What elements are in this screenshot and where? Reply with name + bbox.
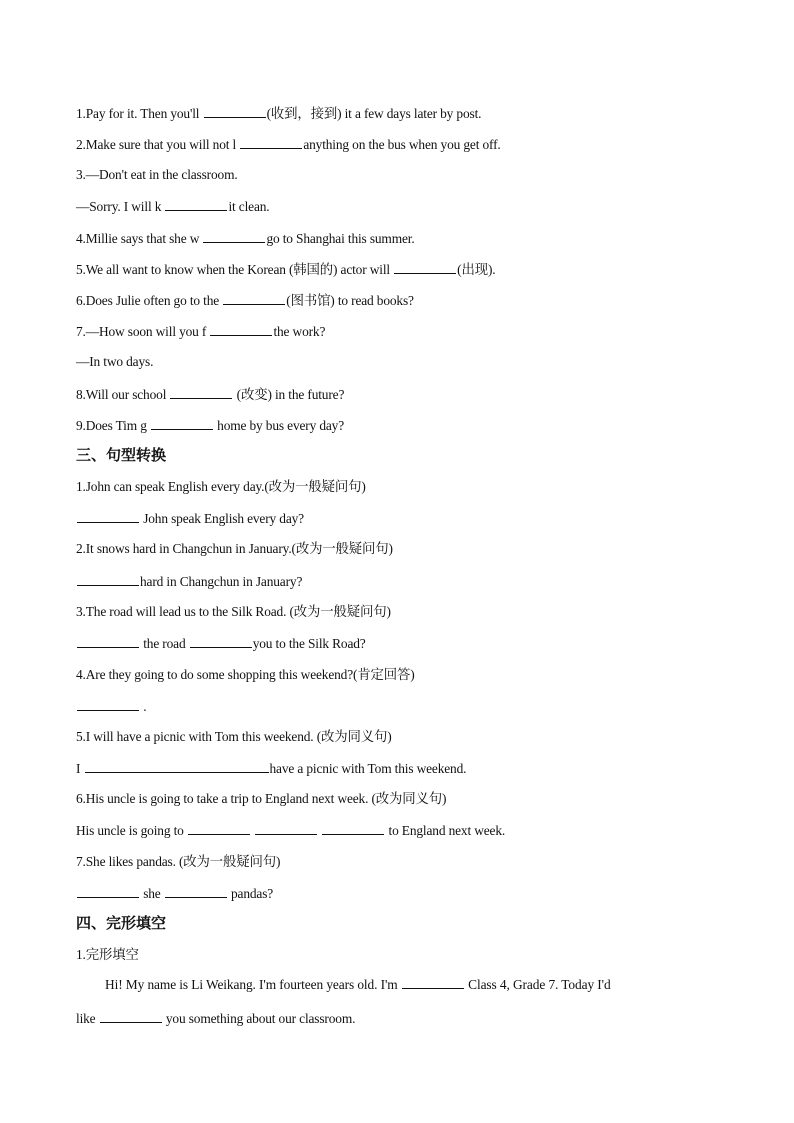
question-2-4 (76, 229, 415, 248)
question-text: —In two days. (76, 354, 154, 369)
question-text: (改变) in the future? (233, 387, 345, 402)
answer-blank[interactable] (255, 821, 317, 835)
answer-3-2 (76, 572, 302, 591)
passage-text: you something about our classroom. (162, 1011, 356, 1026)
answer-blank[interactable] (165, 884, 227, 898)
question-text: the road (140, 636, 189, 651)
question-text: (出现). (457, 262, 496, 277)
answer-blank[interactable] (77, 634, 139, 648)
cloze-passage-line-2 (76, 1009, 355, 1028)
question-3-3 (76, 603, 391, 621)
question-2-8 (76, 385, 344, 404)
question-text: 1.John can speak English every day.(改为一般疑问句) (76, 479, 366, 494)
question-text: anything on the bus when you get off. (303, 137, 501, 152)
question-text: 4.Millie says that she w (76, 231, 203, 246)
question-text: it clean. (228, 199, 270, 214)
question-text: 5.I will have a picnic with Tom this weekend. (改为同义句) (76, 729, 392, 744)
answer-blank[interactable] (394, 260, 456, 274)
question-2-9 (76, 416, 344, 435)
question-text: 3.The road will lead us to the Silk Road. (改为一般疑问句) (76, 604, 391, 619)
question-text: (收到，接到) it a few days later by post. (266, 106, 482, 121)
question-text: pandas? (227, 886, 274, 901)
question-text: 6.His uncle is going to take a trip to England next week. (改为同义句) (76, 791, 447, 806)
answer-3-4 (76, 697, 146, 716)
answer-3-6 (76, 821, 505, 840)
question-2-3-reply (76, 197, 270, 216)
answer-blank[interactable] (223, 291, 285, 305)
section-4-heading: 四、完形填空 (76, 914, 167, 932)
question-text: I (76, 761, 84, 776)
question-2-7-reply (76, 353, 153, 371)
question-text: 7.—How soon will you f (76, 324, 210, 339)
question-text: 2.It snows hard in Changchun in January.(改为一般疑问句) (76, 541, 393, 556)
answer-3-3 (76, 634, 366, 653)
answer-blank[interactable] (77, 697, 139, 711)
question-text: 7.She likes pandas. (改为一般疑问句) (76, 854, 281, 869)
subtitle-text: 1.完形填空 (76, 947, 139, 962)
passage-text: like (76, 1011, 99, 1026)
answer-blank[interactable] (77, 884, 139, 898)
question-2-7-prompt (76, 322, 325, 341)
question-3-4 (76, 666, 415, 684)
question-text: she (140, 886, 164, 901)
question-text: 1.Pay for it. Then you'll (76, 106, 203, 121)
question-text: you to the Silk Road? (252, 636, 366, 651)
question-text: —Sorry. I will k (76, 199, 165, 214)
question-text: John speak English every day? (140, 511, 304, 526)
question-text: go to Shanghai this summer. (266, 231, 415, 246)
answer-blank[interactable] (85, 759, 269, 773)
question-text: (图书馆) to read books? (286, 293, 414, 308)
question-2-5 (76, 260, 495, 279)
question-3-7 (76, 853, 280, 871)
answer-blank[interactable] (402, 975, 464, 989)
answer-blank[interactable] (204, 104, 266, 118)
question-text: . (140, 699, 147, 714)
question-text: the work? (273, 324, 326, 339)
question-3-2 (76, 540, 393, 558)
question-text: hard in Changchun in January? (140, 574, 303, 589)
cloze-passage (76, 969, 716, 1001)
answer-blank[interactable] (190, 634, 252, 648)
question-text: have a picnic with Tom this weekend. (269, 761, 467, 776)
answer-blank[interactable] (151, 416, 213, 430)
answer-blank[interactable] (100, 1009, 162, 1023)
answer-blank[interactable] (240, 135, 302, 149)
answer-3-5 (76, 759, 466, 778)
answer-blank[interactable] (203, 229, 265, 243)
passage-text: Class 4, Grade 7. Today I'd (464, 977, 611, 992)
question-text: home by bus every day? (213, 418, 345, 433)
question-text: 4.Are they going to do some shopping this weekend?(肯定回答) (76, 667, 415, 682)
question-text: 3.—Don't eat in the classroom. (76, 167, 238, 182)
question-text: to England next week. (385, 823, 506, 838)
answer-blank[interactable] (322, 821, 384, 835)
question-text: 8.Will our school (76, 387, 170, 402)
question-3-5 (76, 728, 392, 746)
answer-blank[interactable] (170, 385, 232, 399)
answer-blank[interactable] (165, 197, 227, 211)
answer-blank[interactable] (188, 821, 250, 835)
answer-blank[interactable] (77, 572, 139, 586)
question-3-6 (76, 790, 446, 808)
question-2-3-prompt (76, 166, 238, 184)
answer-blank[interactable] (210, 322, 272, 336)
section-3-heading: 三、句型转换 (76, 446, 167, 464)
question-text: His uncle is going to (76, 823, 187, 838)
question-3-1 (76, 478, 366, 496)
answer-blank[interactable] (77, 509, 139, 523)
question-2-1 (76, 104, 481, 123)
question-2-2 (76, 135, 501, 154)
answer-3-1 (76, 509, 304, 528)
question-text: 6.Does Julie often go to the (76, 293, 223, 308)
passage-text: Hi! My name is Li Weikang. I'm fourteen years old. I'm (105, 977, 401, 992)
question-2-6 (76, 291, 414, 310)
answer-3-7 (76, 884, 273, 903)
cloze-subtitle (76, 946, 139, 964)
question-text: 2.Make sure that you will not l (76, 137, 240, 152)
question-text: 5.We all want to know when the Korean (韩国的) actor will (76, 262, 394, 277)
question-text: 9.Does Tim g (76, 418, 150, 433)
